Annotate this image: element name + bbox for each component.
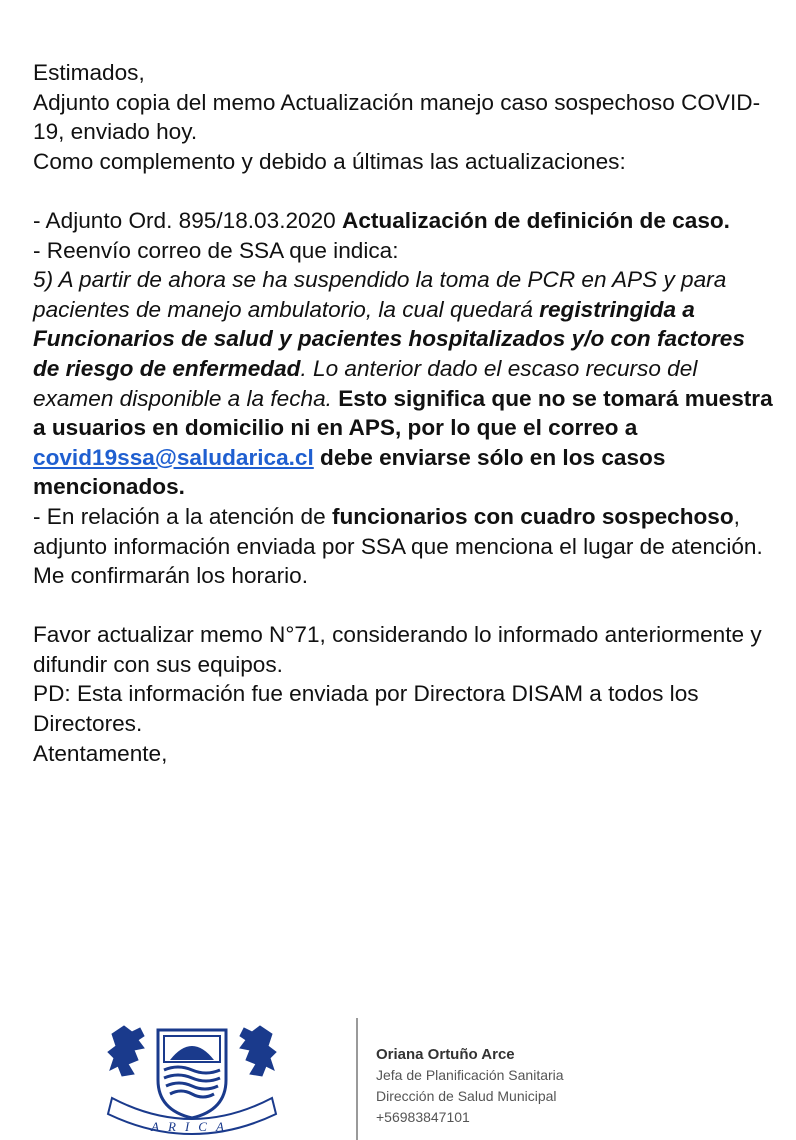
- bullet-ord-895: - Adjunto Ord. 895/18.03.2020 Actualización de definición de caso.: [33, 207, 730, 233]
- logo-text: ARICA: [151, 1119, 233, 1134]
- complement-paragraph: Como complemento y debido a últimas las actualizaciones:: [33, 148, 626, 174]
- quoted-ssa-text: 5) A partir de ahora se ha suspendido la toma de PCR en APS y para pacientes de manejo ambulatorio, la cual quedará registringida a Funcionarios de salud y pacientes hospitalizados y/o con factores de riesgo de enfermedad. Lo anterior dado el escaso recurso del examen disponible a la fecha. Esto significa que no se tomará muestra a usuarios en domicilio ni en APS, por lo que el correo a covid19ssa@saludarica.cl debe enviarse sólo en los casos mencionados.: [33, 267, 773, 500]
- email-body: [33, 58, 773, 768]
- signature-name: Oriana Ortuño Arce: [376, 1046, 515, 1063]
- signature-divider: [356, 1018, 358, 1140]
- closing: Atentamente,: [33, 740, 168, 766]
- right-lion-icon: [240, 1026, 276, 1076]
- signature-details: [376, 1044, 564, 1128]
- bullet-forward-ssa: - Reenvío correo de SSA que indica:: [33, 237, 399, 263]
- email-signature: [0, 1010, 796, 1140]
- signature-department: Dirección de Salud Municipal: [376, 1088, 557, 1104]
- intro-paragraph: Adjunto copia del memo Actualización manejo caso sospechoso COVID-19, enviado hoy.: [33, 89, 761, 145]
- bullet-staff-care: - En relación a la atención de funcionarios con cuadro sospechoso, adjunto información enviada por SSA que menciona el lugar de atención. Me confirmarán los horario.: [33, 503, 763, 589]
- signature-title: Jefa de Planificación Sanitaria: [376, 1067, 564, 1083]
- postscript: PD: Esta información fue enviada por Directora DISAM a todos los Directores.: [33, 681, 699, 737]
- update-memo-paragraph: Favor actualizar memo N°71, considerando lo informado anteriormente y difundir con sus equipos.: [33, 622, 762, 677]
- email-link[interactable]: covid19ssa@saludarica.cl: [33, 444, 314, 470]
- signature-phone: +56983847101: [376, 1109, 470, 1125]
- arica-crest-logo: [104, 1018, 280, 1138]
- left-lion-icon: [108, 1026, 144, 1076]
- greeting: Estimados,: [33, 60, 145, 85]
